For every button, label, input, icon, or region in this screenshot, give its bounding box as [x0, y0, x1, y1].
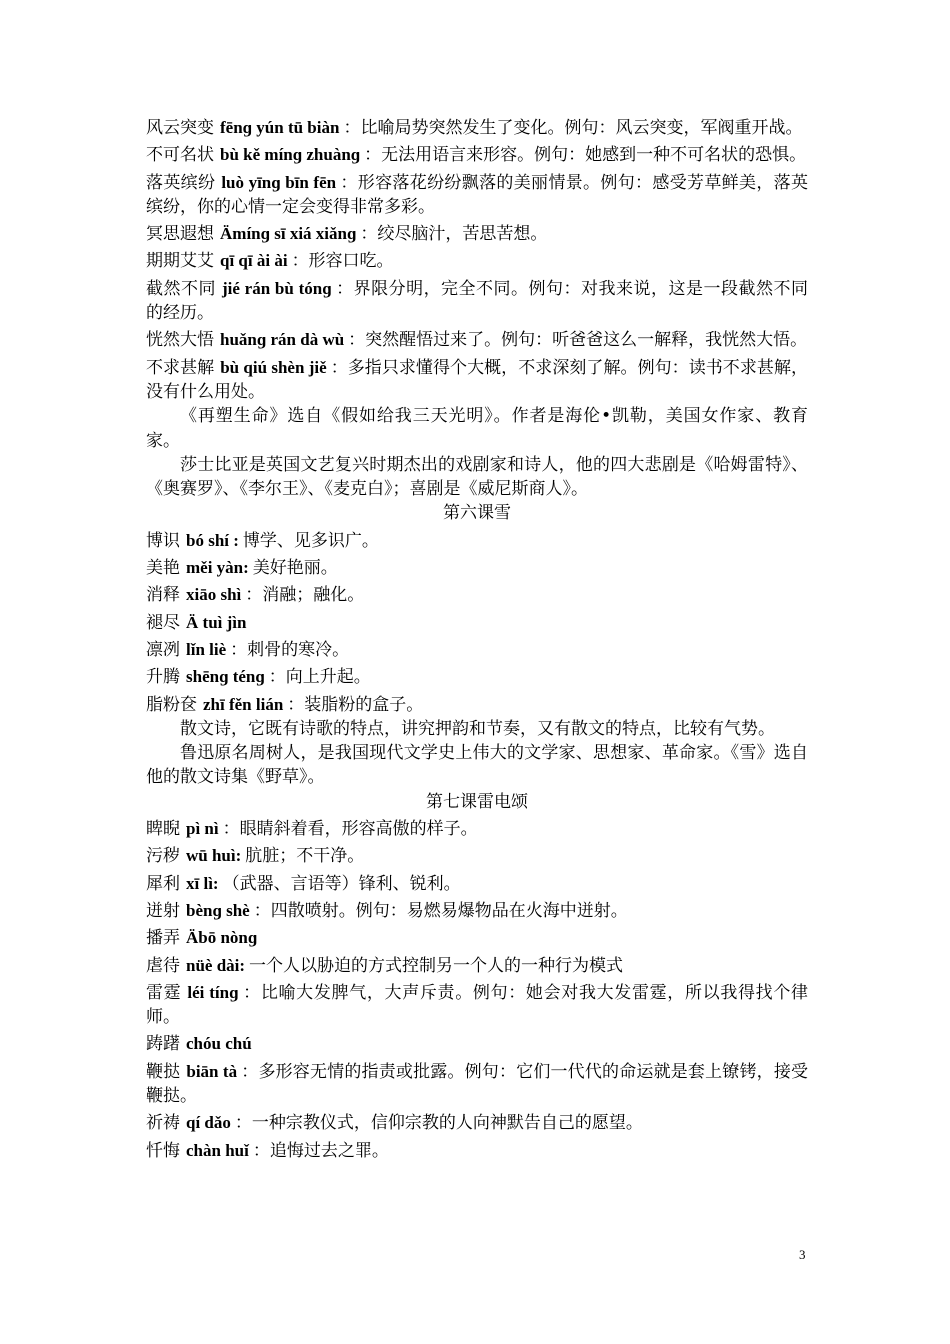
vocab-entry — [146, 981, 808, 1030]
vocab-list-lesson6 — [146, 529, 808, 717]
vocab-definition: ：多形容无情的指责或批露。例句：它们一代代的命运就是套上镣铐，接受鞭挞。 — [146, 1061, 809, 1106]
vocab-definition: ：界限分明，完全不同。例句：对我来说，这是一段截然不同的经历。 — [146, 278, 809, 324]
vocab-pinyin: Äbō nònɡ — [186, 928, 258, 948]
vocab-entry — [146, 249, 808, 273]
vocab-word: 祈祷 — [146, 1113, 180, 1134]
vocab-list-lesson7 — [146, 817, 808, 1163]
vocab-word: 犀利 — [146, 873, 180, 894]
vocab-entry — [146, 328, 808, 352]
vocab-definition: ：形容落花纷纷飘落的美丽情景。例句：感受芳草鲜美，落英缤纷，你的心情一定会变得非常多彩。 — [146, 172, 809, 217]
vocab-pinyin: lǐn liè — [186, 639, 227, 659]
vocab-definition: ：刺骨的寒冷。 — [230, 639, 350, 660]
vocab-definition: ：形容口吃。 — [291, 251, 394, 272]
vocab-pinyin: shēnɡ ténɡ — [186, 667, 265, 687]
vocab-word: 脂粉奁 — [146, 694, 197, 715]
vocab-word: 播弄 — [146, 928, 180, 949]
vocab-entry — [146, 926, 808, 950]
vocab-pinyin: bó shí : — [186, 530, 239, 550]
vocab-entry — [146, 222, 808, 246]
vocab-pinyin: qí dǎo — [186, 1113, 231, 1133]
vocab-definition: ：突然醒悟过来了。例句：听爸爸这么一解释，我恍然大悟。 — [348, 330, 808, 351]
vocab-pinyin: jié rán bù tónɡ — [222, 278, 332, 298]
vocab-word: 虐待 — [146, 955, 180, 976]
vocab-entry — [146, 116, 808, 140]
vocab-definition: ：向上升起。 — [268, 667, 371, 688]
vocab-word: 截然不同 — [146, 278, 216, 299]
vocab-entry — [146, 638, 808, 662]
paragraph-shakespeare: 莎士比亚是英国文艺复兴时期杰出的戏剧家和诗人，他的四大悲剧是《哈姆雷特》、《奥赛罗》、《李尔王》、《麦克白》；喜剧是《威尼斯商人》。 — [146, 454, 808, 500]
vocab-pinyin: luò yīnɡ bīn fēn — [221, 172, 337, 192]
vocab-entry — [146, 1111, 808, 1135]
vocab-pinyin: pì nì — [186, 819, 219, 839]
vocab-entry — [146, 1060, 808, 1109]
vocab-pinyin: měi yàn: — [186, 558, 249, 578]
vocab-word: 踌躇 — [146, 1034, 180, 1055]
vocab-entry — [146, 611, 808, 635]
lesson7-title: 第七课雷电颂 — [426, 791, 528, 812]
vocab-word: 鞭挞 — [146, 1061, 181, 1082]
vocab-definition: ：一种宗教仪式，信仰宗教的人向神默告自己的愿望。 — [234, 1113, 643, 1134]
vocab-definition: 美好艳丽。 — [252, 558, 338, 579]
vocab-list-lesson5 — [146, 116, 808, 404]
vocab-entry — [146, 356, 808, 405]
vocab-entry — [146, 529, 808, 553]
vocab-word: 雷霆 — [146, 982, 182, 1003]
paragraph-luxun: 鲁迅原名周树人，是我国现代文学史上伟大的文学家、思想家、革命家。《雪》选自他的散文诗集《野草》。 — [146, 743, 808, 788]
vocab-pinyin: chàn huǐ — [186, 1140, 249, 1160]
vocab-word: 忏悔 — [146, 1140, 180, 1161]
vocab-pinyin: biān tà — [186, 1061, 238, 1081]
vocab-word: 不求甚解 — [146, 357, 215, 378]
vocab-entry — [146, 171, 808, 220]
vocab-word: 污秽 — [146, 846, 180, 867]
vocab-definition: ：绞尽脑汁，苦思苦想。 — [360, 224, 548, 245]
vocab-word: 美艳 — [146, 558, 180, 579]
vocab-pinyin: Ämínɡ sī xiá xiǎnɡ — [220, 224, 357, 244]
vocab-pinyin: xiāo shì — [186, 585, 242, 605]
vocab-definition: ：多指只求懂得个大概，不求深刻了解。例句：读书不求甚解，没有什么用处。 — [146, 357, 809, 402]
vocab-word: 迸射 — [146, 900, 180, 921]
vocab-word: 恍然大悟 — [146, 330, 214, 351]
vocab-entry — [146, 277, 808, 326]
vocab-word: 凛冽 — [146, 639, 180, 660]
vocab-word: 冥思遐想 — [146, 224, 214, 245]
vocab-pinyin: zhī fěn lián — [203, 694, 284, 714]
vocab-pinyin: léi tínɡ — [187, 982, 239, 1002]
vocab-entry — [146, 1032, 808, 1056]
vocab-definition: ：四散喷射。例句：易燃易爆物品在火海中迸射。 — [253, 900, 628, 921]
document-body — [146, 113, 808, 1163]
vocab-pinyin: qī qī ài ài — [220, 251, 288, 271]
vocab-definition: （武器、言语等）锋利、锐利。 — [222, 873, 461, 894]
vocab-entry — [146, 954, 808, 978]
vocab-definition: ：装脂粉的盒子。 — [287, 694, 424, 715]
vocab-word: 博识 — [146, 530, 180, 551]
vocab-definition: ：消融；融化。 — [245, 585, 365, 606]
vocab-definition: ：眼睛斜着看，形容高傲的样子。 — [222, 819, 478, 840]
vocab-definition: ：追悔过去之罪。 — [252, 1140, 389, 1161]
vocab-definition: 肮脏；不干净。 — [245, 846, 365, 867]
vocab-pinyin: bù qiú shèn jiě — [220, 357, 327, 377]
vocab-word: 睥睨 — [146, 819, 180, 840]
vocab-pinyin: chóu chú — [186, 1034, 252, 1054]
vocab-definition: ：比喻大发脾气，大声斥责。例句：她会对我大发雷霆，所以我得找个律师。 — [146, 982, 809, 1028]
vocab-entry — [146, 556, 808, 580]
vocab-definition: 博学、见多识广。 — [242, 530, 379, 551]
vocab-entry — [146, 844, 808, 868]
vocab-word: 褪尽 — [146, 612, 180, 633]
vocab-entry — [146, 817, 808, 841]
vocab-entry — [146, 693, 808, 717]
paragraph-zaisu: 《再塑生命》选自《假如给我三天光明》。作者是海伦•凯勒，美国女作家、教育家。 — [146, 406, 808, 451]
vocab-word: 期期艾艾 — [146, 251, 214, 272]
vocab-entry — [146, 665, 808, 689]
vocab-pinyin: bènɡ shè — [186, 900, 250, 920]
vocab-entry — [146, 583, 808, 607]
vocab-pinyin: wū huì: — [186, 846, 242, 866]
page-number: 3 — [799, 1247, 806, 1262]
vocab-definition: 一个人以胁迫的方式控制另一个人的一种行为模式 — [249, 955, 624, 976]
lesson6-title: 第六课雪 — [443, 503, 511, 524]
vocab-word: 升腾 — [146, 667, 180, 688]
vocab-word: 消释 — [146, 585, 180, 606]
vocab-pinyin: Ä tuì jìn — [186, 612, 247, 632]
vocab-pinyin: xī lì: — [186, 873, 219, 893]
vocab-word: 风云突变 — [146, 118, 214, 138]
vocab-pinyin: nüè dài: — [186, 955, 246, 975]
vocab-word: 不可名状 — [146, 145, 214, 166]
vocab-pinyin: fēnɡ yún tū biàn — [220, 118, 340, 137]
vocab-word: 落英缤纷 — [146, 172, 216, 193]
vocab-definition: ：无法用语言来形容。例句：她感到一种不可名状的恐惧。 — [364, 145, 807, 166]
vocab-entry — [146, 143, 808, 167]
paragraph-prose-poem: 散文诗，它既有诗歌的特点，讲究押韵和节奏，又有散文的特点，比较有气势。 — [180, 718, 775, 739]
vocab-definition: ：比喻局势突然发生了变化。例句：风云突变，军阀重开战。 — [343, 118, 803, 138]
vocab-pinyin: huǎnɡ rán dà wù — [220, 330, 345, 350]
vocab-entry — [146, 872, 808, 896]
vocab-entry — [146, 1139, 808, 1163]
vocab-entry — [146, 899, 808, 923]
vocab-pinyin: bù kě mínɡ zhuànɡ — [220, 145, 361, 165]
